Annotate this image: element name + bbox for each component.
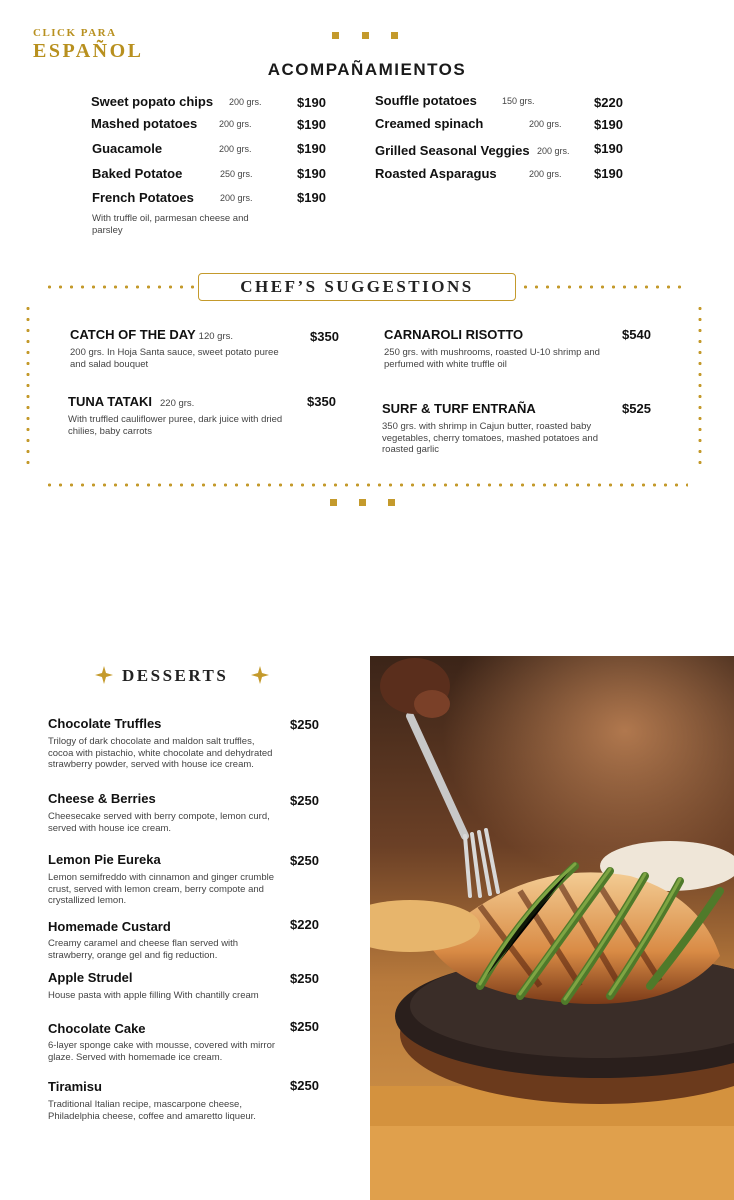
dessert-item-price: $250 xyxy=(290,1078,319,1093)
chef-item-name-text: TUNA TATAKI xyxy=(68,394,152,409)
dessert-item-price: $250 xyxy=(290,971,319,986)
desserts-section-title: DESSERTS xyxy=(122,666,229,685)
side-item-weight: 200 grs. xyxy=(219,119,252,129)
dotted-border-right xyxy=(698,303,702,469)
side-item-price: $190 xyxy=(297,190,326,205)
chef-item-description: With truffled cauliflower puree, dark juice with dried chilies, baby carrots xyxy=(68,414,283,437)
dessert-item-name: Tiramisu xyxy=(48,1079,102,1094)
side-item-name: Sweet popato chips xyxy=(91,94,214,109)
chef-item-price: $525 xyxy=(622,401,651,416)
side-item-name: Creamed spinach xyxy=(375,116,484,131)
side-item-weight: 200 grs. xyxy=(220,193,253,203)
dotted-border-left xyxy=(26,303,30,469)
ornament-square xyxy=(362,32,369,39)
ornament-square xyxy=(391,32,398,39)
side-item-weight: 200 grs. xyxy=(537,146,570,156)
dessert-item-description: Creamy caramel and cheese flan served with strawberry, orange gel and fig reduction. xyxy=(48,938,239,961)
dessert-item-name: Chocolate Truffles xyxy=(48,716,162,731)
side-item-price: $190 xyxy=(297,95,326,110)
chef-item-description: 200 grs. In Hoja Santa sauce, sweet potato puree and salad bouquet xyxy=(70,347,279,370)
chef-item-name xyxy=(70,327,233,342)
side-item-name: Guacamole xyxy=(92,141,163,156)
chef-suggestions-title: CHEF’S SUGGESTIONS xyxy=(198,273,516,301)
star-ornament-icon xyxy=(250,665,270,685)
dessert-item-description: House pasta with apple filling With chantilly cream xyxy=(48,990,259,1001)
dessert-item-name: Chocolate Cake xyxy=(48,1021,146,1036)
side-item-weight: 200 grs. xyxy=(529,169,562,179)
dessert-item-price: $250 xyxy=(290,793,319,808)
dessert-item-price: $220 xyxy=(290,917,319,932)
ornament-square xyxy=(332,32,339,39)
language-link-line2: ESPAÑOL xyxy=(33,40,144,62)
language-link-line1: CLICK PARA xyxy=(33,27,117,39)
side-item-price: $190 xyxy=(297,117,326,132)
dessert-item-name: Apple Strudel xyxy=(48,970,133,985)
side-item-name: French Potatoes xyxy=(92,190,194,205)
side-item-description: With truffle oil, parmesan cheese and parsley xyxy=(92,213,249,236)
chef-item-name-text: CATCH OF THE DAY xyxy=(70,327,196,342)
sides-section-title: ACOMPAÑAMIENTOS xyxy=(267,60,467,79)
dessert-item-description: 6-layer sponge cake with mousse, covered with mirror glaze. Served with homemade ice cream. xyxy=(48,1040,276,1063)
side-item-weight: 150 grs. xyxy=(502,96,535,106)
ornament-square xyxy=(359,499,366,506)
chef-item-price: $350 xyxy=(307,394,336,409)
chef-item-weight: 220 grs. xyxy=(160,398,195,409)
side-item-name: Mashed potatoes xyxy=(91,116,198,131)
chef-item-price: $540 xyxy=(622,327,651,342)
ornament-square xyxy=(388,499,395,506)
chef-item-name xyxy=(68,394,194,409)
dessert-item-description: Cheesecake served with berry compote, lemon curd, served with house ice cream. xyxy=(48,811,270,834)
side-item-weight: 200 grs. xyxy=(219,144,252,154)
dessert-item-name: Lemon Pie Eureka xyxy=(48,852,161,867)
dotted-border-top-left xyxy=(44,285,194,289)
side-item-price: $190 xyxy=(594,166,623,181)
dessert-item-description: Lemon semifreddo with cinnamon and ginger crumble crust, served with lemon cream, berry compote and crystallized lemon. xyxy=(48,872,275,906)
grilled-chicken-asparagus-image xyxy=(370,656,734,1200)
dessert-item-description: Trilogy of dark chocolate and maldon salt truffles, cocoa with pistachio, white chocolate and dehydrated strawberry powder, served with house ice cream. xyxy=(48,736,273,770)
chef-item-weight: 120 grs. xyxy=(198,331,233,342)
side-item-weight: 250 grs. xyxy=(220,169,253,179)
side-item-name: Souffle potatoes xyxy=(375,93,477,108)
dessert-item-price: $250 xyxy=(290,853,319,868)
dessert-item-price: $250 xyxy=(290,717,319,732)
side-item-price: $190 xyxy=(594,117,623,132)
chef-item-price: $350 xyxy=(310,329,339,344)
spanish-language-link[interactable] xyxy=(33,28,143,61)
ornament-square xyxy=(330,499,337,506)
chef-item-name: SURF & TURF ENTRAÑA xyxy=(382,401,536,416)
dotted-border-top-right xyxy=(520,285,688,289)
side-item-name: Grilled Seasonal Veggies xyxy=(375,143,530,158)
dessert-item-name: Cheese & Berries xyxy=(48,791,156,806)
chef-item-name: CARNAROLI RISOTTO xyxy=(384,327,524,342)
side-item-weight: 200 grs. xyxy=(529,119,562,129)
side-item-name: Roasted Asparagus xyxy=(375,166,497,181)
chef-item-description: 250 grs. with mushrooms, roasted U-10 shrimp and perfumed with white truffle oil xyxy=(384,347,600,370)
food-photo xyxy=(370,656,734,1200)
side-item-name: Baked Potatoe xyxy=(92,166,183,181)
dotted-border-bottom xyxy=(44,483,688,487)
side-item-price: $190 xyxy=(297,166,326,181)
side-item-price: $220 xyxy=(594,95,623,110)
side-item-weight: 200 grs. xyxy=(229,97,262,107)
dessert-item-price: $250 xyxy=(290,1019,319,1034)
side-item-price: $190 xyxy=(297,141,326,156)
side-item-price: $190 xyxy=(594,141,623,156)
star-ornament-icon xyxy=(94,665,114,685)
chef-item-description: 350 grs. with shrimp in Cajun butter, roasted baby vegetables, cherry tomatoes, mashed potatoes and roasted garlic xyxy=(382,421,598,455)
dessert-item-description: Traditional Italian recipe, mascarpone cheese, Philadelphia cheese, coffee and amaretto liqueur. xyxy=(48,1099,256,1122)
dessert-item-name: Homemade Custard xyxy=(48,919,171,934)
